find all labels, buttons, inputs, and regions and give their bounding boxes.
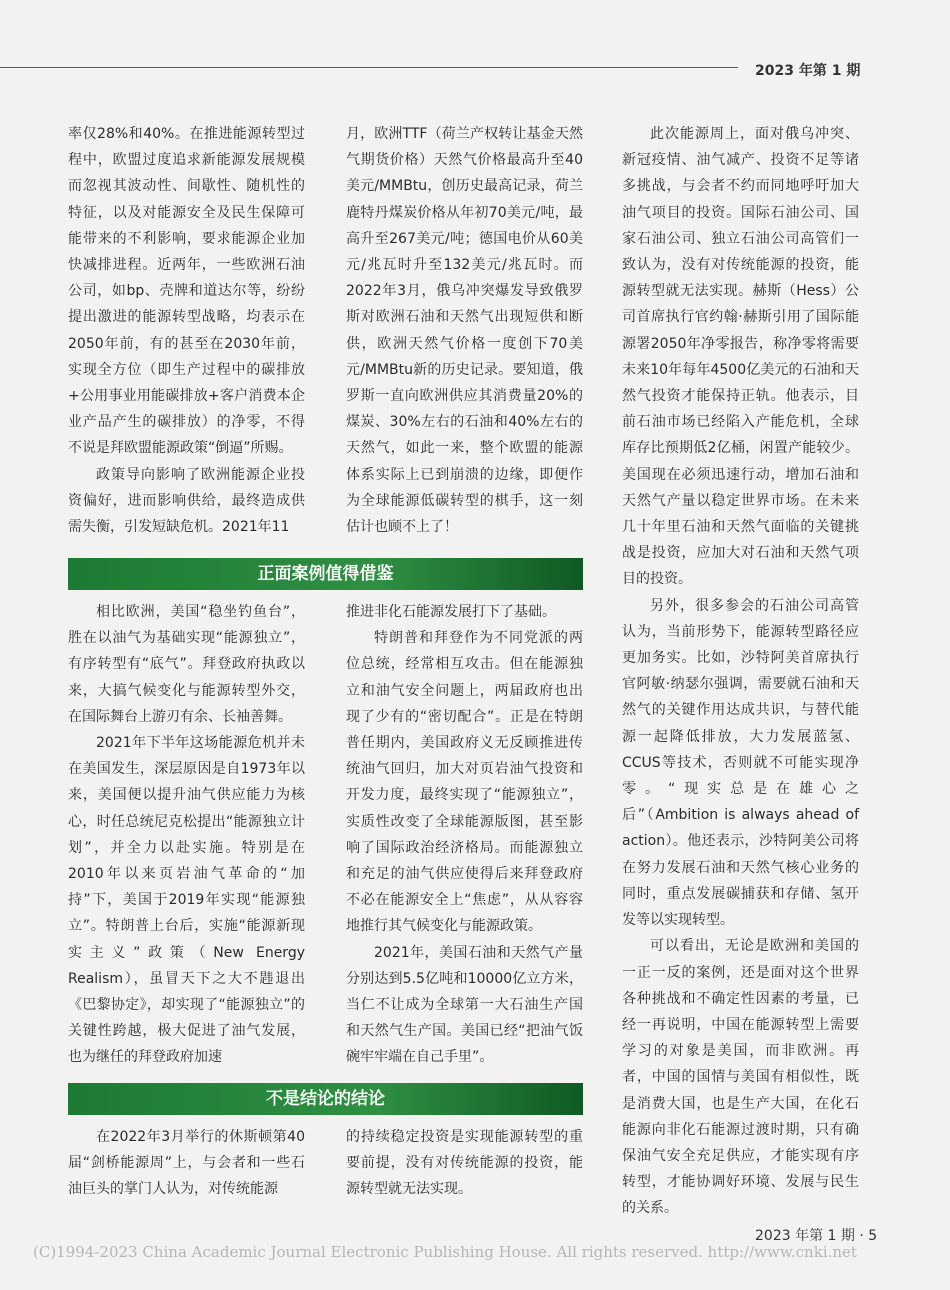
paragraph: 月，欧洲TTF（荷兰产权转让基金天然气期货价格）天然气价格最高升至40美元/MMBtu，创历史最高记录，荷兰鹿特丹煤炭价格从年初70美元/吨，最高升至267美元/吨；德国电价从60美元/兆瓦时升至132美元/兆瓦时。而2022年3月，俄乌冲突爆发导致俄罗斯对欧洲石油和天然气出现短供和断供，欧洲天然气价格一度创下70美元/MMBtu新的历史记录。要知道，俄罗斯一直向欧洲供应其消费量20%的煤炭、30%左右的石油和40%左右的天然气，如此一来，整个欧盟的能源体系实际上已到崩溃的边缘，即便作为全球能源低碳转型的棋手，这一刻估计也顾不上了！ xyxy=(346,126,583,536)
paragraph: 2021年下半年这场能源危机并未在美国发生，深层原因是自1973年以来，美国便以提升油气供应能力为核心，时任总统尼克松提出“能源独立计划”，并全力以赴实施。特别是在2010年以来页岩油气革命的“加持”下，美国于2019年实现“能源独立”。特朗普上台后，实施“能源新现实主义”政策（New Energy Realism），虽冒天下之大不韪退出《巴黎协定》，却实现了“能源独立”的关键性跨越，极大促进了油气发展，也为继任的拜登政府加速 xyxy=(68,735,305,1066)
copyright-watermark: (C)1994-2023 China Academic Journal Electronic Publishing House. All rights reserved. http://www.cnki.net xyxy=(33,1243,857,1261)
paragraph: 率仅28%和40%。在推进能源转型过程中，欧盟过度追求新能源发展规模而忽视其波动性、间歇性、随机性的特征，以及对能源安全及民生保障可能带来的不利影响，要求能源企业加快减排进程。近两年，一些欧洲石油公司，如bp、壳牌和道达尔等，纷纷提出激进的能源转型战略，均表示在2050年前，有的甚至在2030年前，实现全方位（即生产过程中的碳排放+公用事业用能碳排放+客户消费本企业产品产生的碳排放）的净零，不得不说是拜欧盟能源政策“倒逼”所赐。 xyxy=(68,126,305,457)
paragraph: 相比欧洲，美国“稳坐钓鱼台”，胜在以油气为基础实现“能源独立”，有序转型有“底气”。拜登政府执政以来，大搞气候变化与能源转型外交，在国际舞台上游刃有余、长袖善舞。 xyxy=(68,604,305,725)
paragraph: 特朗普和拜登作为不同党派的两位总统，经常相互攻击。但在能源独立和油气安全问题上，两届政府也出现了少有的“密切配合”。正是在特朗普任期内，美国政府义无反顾推进传统油气回归，加大对页岩油气投资和开发力度，最终实现了“能源独立”，实质性改变了全球能源版图，甚至影响了国际政治经济格局。而能源独立和充足的油气供应使得后来拜登政府不必在能源安全上“焦虑”，从从容容地推行其气候变化与能源政策。 xyxy=(346,630,583,935)
paragraph: 2021年，美国石油和天然气产量分别达到5.5亿吨和10000亿立方米，当仁不让成为全球第一大石油生产国和天然气生产国。美国已经“把油气饭碗牢牢端在自己手里”。 xyxy=(346,944,583,1066)
paragraph: 推进非化石能源发展打下了基础。 xyxy=(346,604,556,620)
column-2-middle xyxy=(346,599,583,1071)
column-1-bottom xyxy=(68,1124,305,1203)
issue-label: 2023 年第 1 期 xyxy=(755,63,861,79)
paragraph: 在2022年3月举行的休斯顿第40届“剑桥能源周”上，与会者和一些石油巨头的掌门人认为，对传统能源 xyxy=(68,1129,305,1198)
column-3 xyxy=(622,121,859,1222)
column-1-top xyxy=(68,121,305,540)
page-footer: 2023 年第 1 期 · 5 xyxy=(755,1228,878,1244)
paragraph: 此次能源周上，面对俄乌冲突、新冠疫情、油气减产、投资不足等诸多挑战，与会者不约而同地呼吁加大油气项目的投资。国际石油公司、国家石油公司、独立石油公司高管们一致认为，没有对传统能源的投资，能源转型就无法实现。赫斯（Hess）公司首席执行官约翰·赫斯引用了国际能源署2050年净零报告，称净零将需要未来10年每年4500亿美元的石油和天然气投资才能保持正轨。他表示，目前石油市场已经陷入产能危机，全球库存比预期低2亿桶，闲置产能较少。美国现在必须迅速行动，增加石油和天然气产量以稳定世界市场。在未来几十年里石油和天然气面临的关键挑战是投资，应加大对石油和天然气项目的投资。 xyxy=(622,126,859,588)
paragraph: 政策导向影响了欧洲能源企业投资偏好，进而影响供给，最终造成供需失衡，引发短缺危机。2021年11 xyxy=(68,466,305,536)
section-heading-conclusion: 不是结论的结论 xyxy=(68,1083,583,1115)
paragraph: 可以看出，无论是欧洲和美国的一正一反的案例，还是面对这个世界各种挑战和不确定性因素的考量，已经一再说明，中国在能源转型上需要学习的对象是美国，而非欧洲。再者，中国的国情与美国有相似性，既是消费大国，也是生产大国，在化石能源向非化石能源过渡时期，只有确保油气安全充足供应，才能实现有序转型，才能协调好环境、发展与民生的关系。 xyxy=(622,938,859,1217)
section-heading-positive-cases: 正面案例值得借鉴 xyxy=(68,558,583,590)
paragraph: 的持续稳定投资是实现能源转型的重要前提，没有对传统能源的投资，能源转型就无法实现。 xyxy=(346,1129,583,1198)
header-rule xyxy=(0,67,738,68)
column-1-middle xyxy=(68,599,305,1071)
column-2-top xyxy=(346,121,583,540)
column-2-bottom xyxy=(346,1124,583,1203)
paragraph: 另外，很多参会的石油公司高管认为，当前形势下，能源转型路径应更加务实。比如，沙特阿美首席执行官阿敏·纳瑟尔强调，需要就石油和天然气的关键作用达成共识，与替代能源一起降低排放，大力发展蓝氢、CCUS等技术，否则就不可能实现净零。“现实总是在雄心之后”（Ambition is always ahead of action）。他还表示，沙特阿美公司将在努力发展石油和天然气核心业务的同时，重点发展碳捕获和存储、氢开发等以实现转型。 xyxy=(622,597,859,929)
